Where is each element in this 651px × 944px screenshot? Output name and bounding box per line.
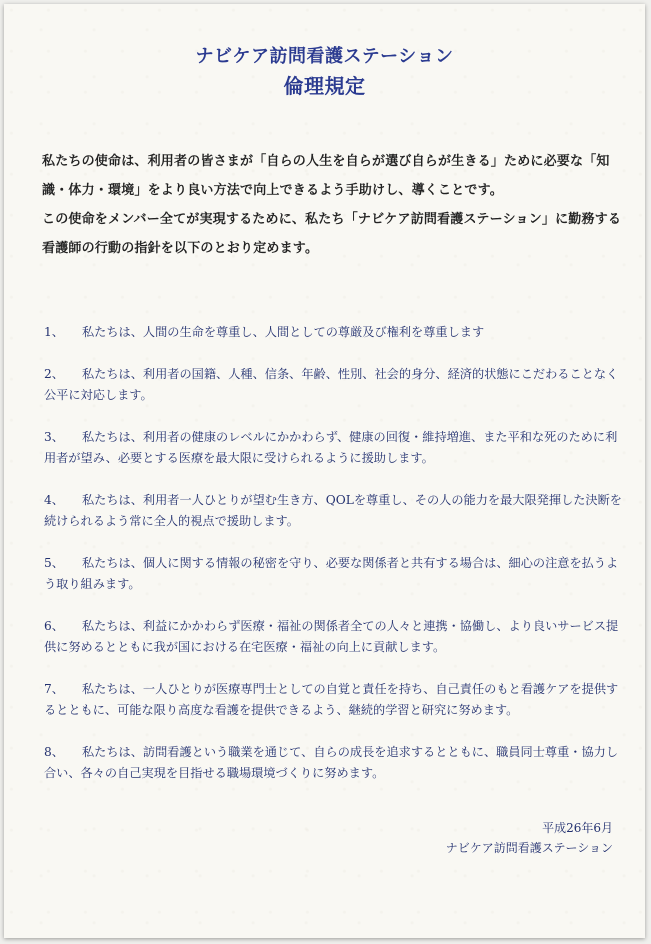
principle-number: 5、 — [44, 555, 64, 570]
principle-item — [44, 322, 624, 344]
signature-organization: ナビケア訪問看護ステーション — [445, 841, 613, 855]
principle-text: 私たちは、訪問看護という職業を通じて、自らの成長を追求するとともに、職員同士尊重・協力し合い、各々の自己実現を目指せる職場環境づくりに努めます。 — [44, 744, 619, 780]
principle-text: 私たちは、個人に関する情報の秘密を守り、必要な関係者と共有する場合は、細心の注意を払うよう取り組みます。 — [44, 555, 619, 591]
principle-item — [44, 679, 624, 722]
principle-text: 私たちは、利用者一人ひとりが望む生き方、QOLを尊重し、その人の能力を最大限発揮した決断を続けられるよう常に全人的視点で援助します。 — [44, 492, 622, 528]
intro-line: 看護師の行動の指針を以下のとおり定めます。 — [42, 241, 319, 256]
signature-date: 平成26年6月 — [542, 821, 613, 835]
principle-number: 2、 — [44, 366, 64, 381]
intro-line: 識・体力・環境」をより良い方法で向上できるよう手助けし、導くことです。 — [42, 183, 503, 198]
principle-text: 私たちは、利用者の健康のレベルにかかわらず、健康の回復・維持増進、また平和な死のために利用者が望み、必要とする医療を最大限に受けられるように援助します。 — [44, 429, 618, 465]
principle-number: 1、 — [44, 325, 64, 339]
principle-number: 4、 — [44, 492, 64, 507]
principle-text: 私たちは、人間の生命を尊重し、人間としての尊厳及び権利を尊重します — [82, 325, 485, 339]
intro-line: この使命をメンバー全てが実現するために、私たち「ナビケア訪問看護ステーション」に勤務する — [42, 212, 622, 227]
principle-number: 6、 — [44, 618, 64, 633]
principles-list — [44, 322, 624, 805]
page-subtitle: 倫理規定 — [283, 74, 366, 98]
intro-statement — [42, 147, 632, 263]
intro-line: 私たちの使命は、利用者の皆さまが「自らの人生を自らが選び自らが生きる」ために必要な「知 — [42, 154, 610, 169]
principle-text: 私たちは、利益にかかわらず医療・福祉の関係者全ての人々と連携・協働し、より良いサービス提供に努めるとともに我が国における在宅医療・福祉の向上に貢献します。 — [44, 618, 619, 654]
principle-item — [44, 427, 624, 470]
page-title: ナビケア訪問看護ステーション — [195, 46, 454, 67]
principle-item — [44, 616, 624, 659]
principle-number: 3、 — [44, 429, 64, 444]
principle-number: 8、 — [44, 744, 64, 759]
principle-item — [44, 742, 624, 785]
principle-item — [44, 364, 624, 407]
document-sheet — [4, 4, 645, 938]
signature-block — [446, 818, 613, 858]
principle-item — [44, 553, 624, 596]
principle-text: 私たちは、利用者の国籍、人種、信条、年齢、性別、社会的身分、経済的状態にこだわることなく公平に対応します。 — [44, 366, 619, 402]
principle-number: 7、 — [44, 681, 64, 696]
principle-item — [44, 490, 624, 533]
principle-text: 私たちは、一人ひとりが医療専門士としての自覚と責任を持ち、自己責任のもと看護ケアを提供するとともに、可能な限り高度な看護を提供できるよう、継続的学習と研究に努めます。 — [44, 681, 619, 717]
